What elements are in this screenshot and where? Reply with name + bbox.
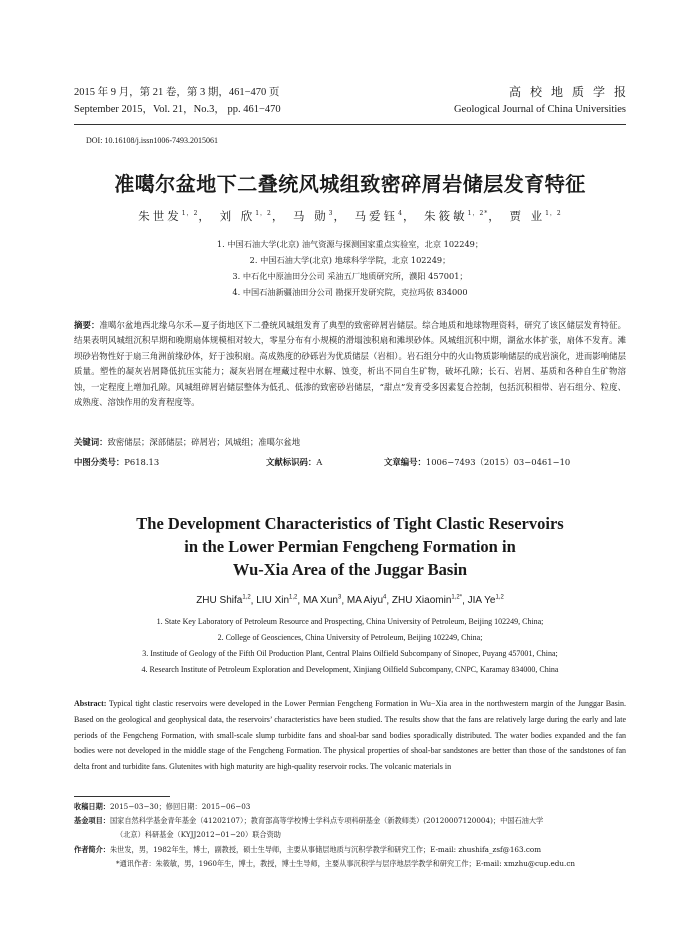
- document-code: 文献标识码：A: [266, 457, 323, 467]
- footnotes: [74, 800, 626, 871]
- abstract-en-text: Typical tight clastic reservoirs were developed in the Lower Permian Fengcheng Formation in Wu−Xia area in the northwestern margin of the Junggar Basin. Based on the geological and geophysical data, the reservoirs’ characteristics have been studied. The results show that the fans are relatively large during the early and late periods of the Fengcheng Formation, with small-scale slump turbidite fans and shoal-bar sand bodies sporadically distributed. The water bodies expanded and the fan bodies were not developed in the middle stage of the Fengcheng Formation. The physical properties of shoal-bar sandstones are better than those of the sandstones of fan delta front and turbidite fans. Glutenites with high maturity are high-quality reservoir rocks. The volcanic materials in: [74, 699, 626, 772]
- abstract-en: [74, 696, 626, 775]
- affiliations-cn: [0, 236, 700, 300]
- classification-line: [74, 456, 626, 468]
- author-cn: 朱筱敏$^{1,2*}$: [424, 209, 489, 223]
- keywords-cn: [74, 436, 626, 448]
- author-en: JIA Ye$^{1,2}$: [467, 595, 504, 607]
- author-cn: 朱世发$^{1,2}$: [138, 209, 199, 223]
- received-dates: 收稿日期：2015−03−30；修回日期：2015−06−03: [74, 802, 251, 811]
- author-cn: 刘 欣$^{1,2}$: [219, 209, 272, 223]
- abstract-cn-label: 摘要：: [74, 320, 100, 330]
- running-header: [74, 84, 635, 120]
- affiliation-cn: 3. 中石化中原油田分公司 采油五厂地质研究所，濮阳 457001；: [232, 271, 468, 281]
- funding-continued: （北京）科研基金（KYJJ2012−01−20）联合资助: [116, 830, 281, 840]
- header-rule: [74, 124, 626, 125]
- issue-en: September 2015，Vol. 21，No.3， pp. 461−470: [74, 104, 281, 115]
- abstract-cn-text: 准噶尔盆地西北缘乌尔禾—夏子街地区下二叠统风城组发育了典型的致密碎屑岩储层。综合地质和地球物理资料，研究了该区储层发育特征。结果表明风城组沉积早期和晚期扇体规模相对较大，零星分布有小规模的滑塌浊积扇和滩坝砂体。风城组沉积中期，湖盆水体扩张，扇体不发育。滩坝砂岩物性好于扇三角洲前缘砂体，好于浊积扇。高成熟度的砂砾岩为优质储层（岩相）。岩石组分中的火山物质影响储层的成岩演化，进而影响储层质量。塑性的凝灰岩屑降低抗压实能力；凝灰岩屑在埋藏过程中水解、蚀变，析出不同自生矿物，破坏孔隙；长石、岩屑、基质和各种自生矿物溶蚀，一定程度上增加孔隙。风城组碎屑岩储层整体为低孔、低渗的致密砂岩储层，“甜点”发育受多因素复合控制，包括沉积相带、岩石组分、粒度、成熟度、溶蚀作用的发育程度等。: [74, 320, 626, 408]
- authors-cn: 朱世发$^{1,2}$， 刘 欣$^{1,2}$， 马 勋$^3$， 马爱钰$^4$， 朱筱敏$^{1,2*}$， 贾 业$^{1,2}$: [138, 209, 562, 223]
- keywords-cn-text: 致密储层；深部储层；碎屑岩；风城组；准噶尔盆地: [107, 437, 301, 447]
- affiliation-en: 1. State Key Laboratory of Petroleum Resource and Prospecting, China University of Petroleum, Beijing 102249, China;: [156, 617, 544, 626]
- journal-name-en: Geological Journal of China Universities: [453, 104, 626, 115]
- title-en-line: Wu-Xia Area of the Juggar Basin: [232, 560, 468, 579]
- issue-cn: 2015 年 9 月，第 21 卷，第 3 期，461−470 页: [74, 87, 280, 98]
- journal-info: [453, 84, 635, 120]
- journal-name-cn: 高校地质学报: [508, 85, 635, 99]
- title-cn: 准噶尔盆地下二叠统风城组致密碎屑岩储层发育特征: [114, 172, 586, 196]
- author-cn: 贾 业$^{1,2}$: [509, 209, 562, 223]
- keywords-cn-label: 关键词：: [74, 437, 108, 447]
- affiliation-en: 2. College of Geosciences, China University of Petroleum, Beijing 102249, China;: [217, 633, 483, 642]
- author-en: ZHU Xiaomin$^{1,2*}$: [391, 595, 463, 607]
- author-en: LIU Xin$^{1,2}$: [256, 595, 298, 607]
- author-cn: 马 勋$^3$: [293, 209, 334, 223]
- footnote-rule: [74, 796, 170, 797]
- authors-en: ZHU Shifa$^{1,2}$, LIU Xin$^{1,2}$, MA Xun$^3$, MA Aiyu$^4$, ZHU Xiaomin$^{1,2*}$, JIA Ye$^{1,2}$: [196, 595, 504, 607]
- author-en: MA Aiyu$^4$: [346, 595, 387, 607]
- article-number: 文章编号：1006−7493（2015）03−0461−10: [384, 457, 571, 467]
- author-en: MA Xun$^3$: [302, 595, 342, 607]
- affiliation-cn: 1. 中国石油大学(北京) 油气资源与探测国家重点实验室，北京 102249；: [216, 239, 484, 249]
- affiliation-en: 3. Institude of Geology of the Fifth Oil Production Plant, Central Plains Oilfield Subcompany of Sinopec, Puyang 457001, China;: [142, 649, 558, 658]
- clc-number: 中图分类号：P618.13: [74, 457, 160, 467]
- title-en-line: The Development Characteristics of Tight Clastic Reservoirs: [136, 514, 564, 533]
- affiliation-en: 4. Research Institute of Petroleum Exploration and Development, Xinjiang Oilfield Subcompany, CNPC, Karamay 834000, China: [141, 665, 559, 674]
- author-en: ZHU Shifa$^{1,2}$: [196, 595, 251, 607]
- doi[interactable]: DOI: 10.16108/j.issn1006-7493.2015061: [86, 136, 218, 145]
- title-en: [0, 512, 700, 581]
- author-cn: 马爱钰$^4$: [354, 209, 403, 223]
- abstract-en-label: Abstract:: [74, 699, 107, 708]
- affiliations-en: [0, 614, 700, 678]
- funding: 基金项目：国家自然科学基金青年基金（41202107）；教育部高等学校博士学科点专项科研基金（新教师类）(20120007120004)；中国石油大学: [74, 816, 544, 826]
- corresponding-author: *通讯作者：朱筱敏，男，1960年生，博士，教授，博士生导师，主要从事沉积学与层序地层学教学和研究工作；E-mail: xmzhu@cup.edu.cn: [116, 858, 575, 868]
- title-en-line: in the Lower Permian Fengcheng Formation in: [184, 537, 516, 556]
- abstract-cn: [74, 318, 626, 410]
- affiliation-cn: 4. 中国石油新疆油田分公司 勘探开发研究院，克拉玛依 834000: [232, 287, 468, 297]
- affiliation-cn: 2. 中国石油大学(北京) 地球科学学院，北京 102249；: [249, 255, 451, 265]
- issue-info: [74, 84, 281, 120]
- author-bio: 作者简介：朱世发，男，1982年生，博士，副教授，硕士生导师，主要从事储层地质与沉积学教学和研究工作；E-mail: zhushifa_zsf@163.com: [74, 844, 542, 854]
